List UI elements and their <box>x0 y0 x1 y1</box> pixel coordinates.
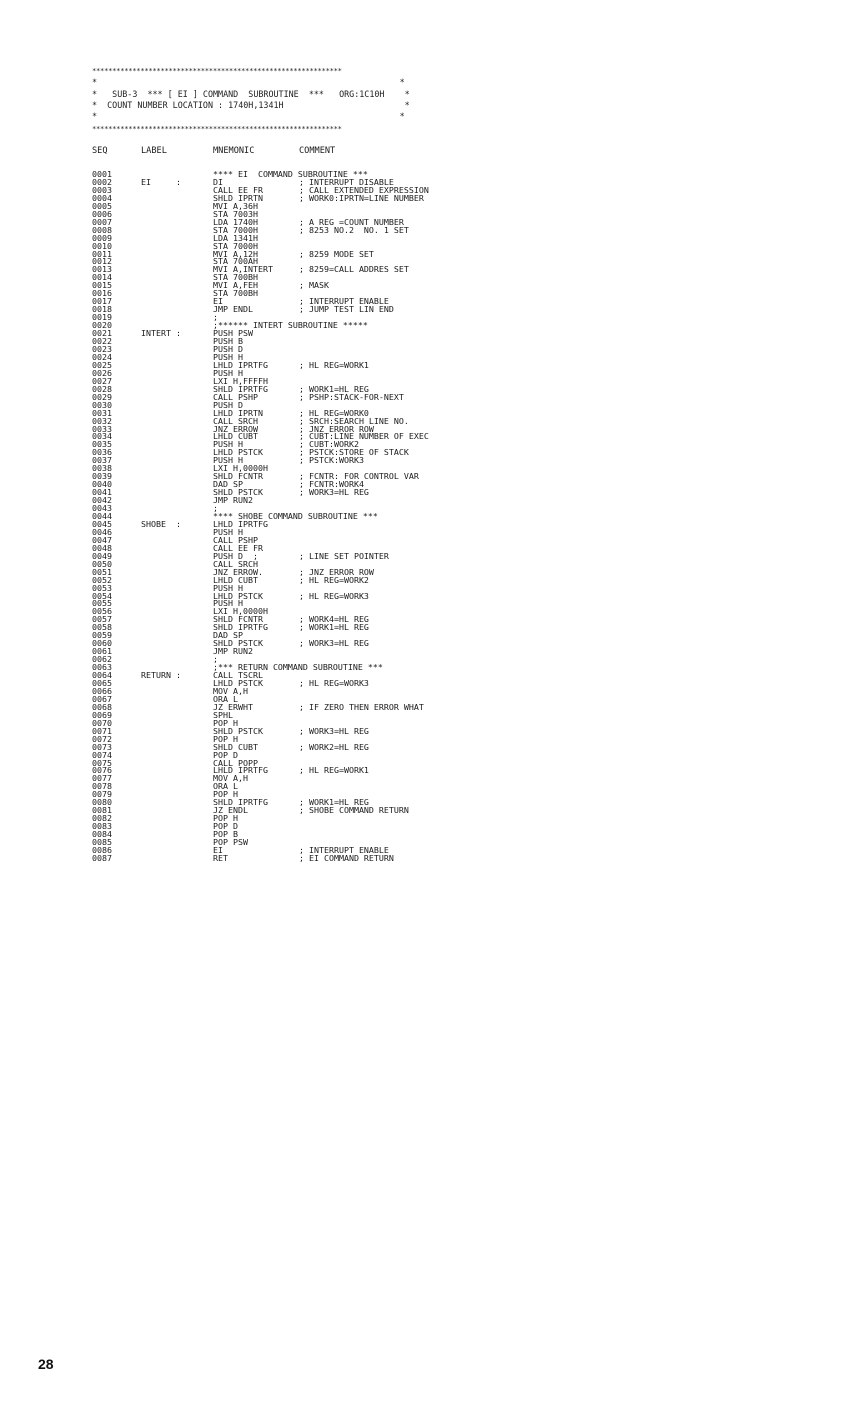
row-seq: 0064 <box>92 670 112 681</box>
row-comment: ; HL REG=WORK0 <box>299 407 369 418</box>
row-mnemonic: SHLD CUBT <box>213 741 258 752</box>
row-mnemonic: CALL PSHP <box>213 391 258 402</box>
row-mnemonic: MVI A,36H <box>213 200 258 211</box>
row-seq: 0043 <box>92 503 112 514</box>
row-seq: 0053 <box>92 582 112 593</box>
row-seq: 0012 <box>92 256 112 267</box>
column-seq: SEQ <box>92 146 108 156</box>
code-row <box>92 534 512 545</box>
code-row <box>92 741 512 752</box>
row-mnemonic: CALL POPP <box>213 757 258 768</box>
row-mnemonic: PUSH D <box>213 343 243 354</box>
row-mnemonic: STA 700BH <box>213 288 258 299</box>
row-mnemonic: MVI A,FEH <box>213 280 258 291</box>
row-comment: ; CUBT:LINE NUMBER OF EXEC <box>299 431 429 442</box>
row-comment: ; INTERRUPT ENABLE <box>299 845 389 856</box>
row-comment: ; WORK2=HL REG <box>299 741 369 752</box>
row-comment: ; WORK3=HL REG <box>299 725 369 736</box>
row-seq: 0013 <box>92 264 112 275</box>
row-seq: 0027 <box>92 375 112 386</box>
row-mnemonic: LHLD CUBT <box>213 431 258 442</box>
row-seq: 0011 <box>92 248 112 259</box>
row-seq: 0034 <box>92 431 112 442</box>
row-seq: 0058 <box>92 622 112 633</box>
row-mnemonic: LHLD CUBT <box>213 574 258 585</box>
code-row <box>92 550 512 561</box>
row-mnemonic: LXI H,FFFFH <box>213 375 268 386</box>
row-seq: 0004 <box>92 192 112 203</box>
code-row <box>92 367 512 378</box>
code-row <box>92 709 512 720</box>
code-row <box>92 680 512 688</box>
row-comment: ; WORK1=HL REG <box>299 622 369 633</box>
row-seq: 0073 <box>92 741 112 752</box>
row-seq: 0026 <box>92 367 112 378</box>
row-mnemonic: ;****** INTERT SUBROUTINE ***** <box>213 320 368 331</box>
row-mnemonic: LXI H,0000H <box>213 606 268 617</box>
code-row <box>92 823 512 831</box>
row-seq: 0066 <box>92 685 112 696</box>
row-mnemonic: POP H <box>213 789 238 800</box>
code-row <box>92 248 512 259</box>
row-comment: ; CALL EXTENDED EXPRESSION <box>299 184 429 195</box>
row-seq: 0071 <box>92 725 112 736</box>
column-label: LABEL <box>141 146 167 156</box>
code-row <box>92 600 512 608</box>
row-mnemonic: POP B <box>213 829 238 840</box>
code-row <box>92 497 512 505</box>
row-comment: ; HL REG=WORK1 <box>299 765 369 776</box>
code-row <box>92 489 512 497</box>
row-mnemonic: JMP RUN2 <box>213 646 253 657</box>
row-comment: ; EI COMMAND RETURN <box>299 852 394 863</box>
row-mnemonic: MVI A,12H <box>213 248 258 259</box>
row-mnemonic: PUSH H <box>213 526 243 537</box>
code-row <box>92 783 512 791</box>
row-comment: ; WORK1=HL REG <box>299 383 369 394</box>
row-mnemonic: STA 7000H <box>213 224 258 235</box>
row-mnemonic: LDA 1341H <box>213 232 258 243</box>
row-seq: 0025 <box>92 359 112 370</box>
row-mnemonic: CALL SRCH <box>213 415 258 426</box>
row-mnemonic: CALL PSHP <box>213 534 258 545</box>
row-seq: 0035 <box>92 439 112 450</box>
row-seq: 0016 <box>92 288 112 299</box>
code-row <box>92 685 512 696</box>
row-mnemonic: PUSH H <box>213 582 243 593</box>
row-label: INTERT : <box>141 328 181 339</box>
code-row <box>92 590 512 601</box>
row-seq: 0049 <box>92 550 112 561</box>
row-comment: ; HL REG=WORK3 <box>299 678 369 688</box>
row-seq: 0055 <box>92 598 112 609</box>
row-mnemonic: ; <box>213 312 218 323</box>
row-seq: 0010 <box>92 240 112 251</box>
row-seq: 0008 <box>92 224 112 235</box>
row-mnemonic: CALL TSCRL <box>213 670 263 681</box>
row-mnemonic: PUSH H <box>213 598 243 609</box>
row-mnemonic: LHLD PSTCK <box>213 590 263 601</box>
column-headers <box>92 146 512 158</box>
row-seq: 0047 <box>92 534 112 545</box>
row-comment: ; HL REG=WORK1 <box>299 359 369 370</box>
row-comment: ; 8259 MODE SET <box>299 248 374 259</box>
row-seq: 0017 <box>92 296 112 307</box>
row-mnemonic: SHLD PSTCK <box>213 487 263 498</box>
row-comment: ; WORK3=HL REG <box>299 487 369 498</box>
row-seq: 0015 <box>92 280 112 291</box>
row-mnemonic: JMP ENDL <box>213 304 253 315</box>
code-row <box>92 815 512 823</box>
header-title-line: * SUB-3 *** [ EI ] COMMAND SUBROUTINE *** ORG:1C10H * <box>92 89 410 99</box>
row-seq: 0061 <box>92 646 112 657</box>
row-seq: 0020 <box>92 320 112 331</box>
row-mnemonic: ; <box>213 503 218 514</box>
row-mnemonic: SHLD IPRTFG <box>213 797 268 808</box>
row-seq: 0031 <box>92 407 112 418</box>
row-mnemonic: MVI A,INTERT <box>213 264 273 275</box>
row-comment: ; A REG =COUNT NUMBER <box>299 216 404 227</box>
row-seq: 0032 <box>92 415 112 426</box>
code-row <box>92 624 512 632</box>
row-seq: 0084 <box>92 829 112 840</box>
row-mnemonic: DAD SP <box>213 479 243 490</box>
row-seq: 0063 <box>92 662 112 673</box>
row-seq: 0080 <box>92 797 112 808</box>
row-mnemonic: MOV A,H <box>213 685 248 696</box>
row-mnemonic: CALL EE FR <box>213 542 263 553</box>
row-comment: ; FCNTR: FOR CONTROL VAR <box>299 471 419 482</box>
row-seq: 0052 <box>92 574 112 585</box>
row-mnemonic: ;*** RETURN COMMAND SUBROUTINE *** <box>213 662 383 673</box>
row-seq: 0078 <box>92 781 112 792</box>
row-seq: 0082 <box>92 813 112 824</box>
row-seq: 0019 <box>92 312 112 323</box>
row-mnemonic: JZ ENDL <box>213 805 248 816</box>
row-mnemonic: MOV A,H <box>213 773 248 784</box>
row-mnemonic: LDA 1740H <box>213 216 258 227</box>
column-comment: COMMENT <box>299 146 336 156</box>
row-seq: 0046 <box>92 526 112 537</box>
row-comment: ; JNZ ERROR ROW <box>299 566 374 577</box>
header-border-top: ************************************************************** <box>92 66 342 75</box>
header-count-line: * COUNT NUMBER LOCATION : 1740H,1341H * <box>92 100 410 110</box>
row-label: EI : <box>141 176 181 187</box>
row-seq: 0057 <box>92 614 112 625</box>
code-row <box>92 343 512 354</box>
row-seq: 0045 <box>92 518 112 529</box>
row-seq: 0070 <box>92 717 112 728</box>
row-mnemonic: SHLD PSTCK <box>213 725 263 736</box>
row-mnemonic: SPHL <box>213 709 233 720</box>
row-mnemonic: POP D <box>213 821 238 832</box>
row-mnemonic: SHLD IPRTFG <box>213 383 268 394</box>
row-seq: 0075 <box>92 757 112 768</box>
row-seq: 0083 <box>92 821 112 832</box>
code-row <box>92 266 512 274</box>
row-mnemonic: PUSH PSW <box>213 328 253 339</box>
row-mnemonic: EI <box>213 845 223 856</box>
row-seq: 0041 <box>92 487 112 498</box>
row-mnemonic: RET <box>213 852 228 863</box>
code-row <box>92 338 512 346</box>
row-mnemonic: STA 700AH <box>213 256 258 267</box>
code-row <box>92 640 512 648</box>
row-seq: 0005 <box>92 200 112 211</box>
row-seq: 0086 <box>92 845 112 856</box>
code-listing <box>92 171 512 863</box>
row-seq: 0028 <box>92 383 112 394</box>
row-seq: 0048 <box>92 542 112 553</box>
code-row <box>92 224 512 235</box>
row-comment: ; WORK3=HL REG <box>299 638 369 649</box>
row-seq: 0042 <box>92 495 112 506</box>
row-mnemonic: LHLD IPRTFG <box>213 765 268 776</box>
row-mnemonic: LHLD PSTCK <box>213 678 263 688</box>
page-number: 28 <box>38 1356 54 1372</box>
code-row <box>92 330 512 338</box>
row-seq: 0056 <box>92 606 112 617</box>
row-comment: ; JNZ ERROR ROW <box>299 423 374 434</box>
row-seq: 0062 <box>92 654 112 665</box>
row-mnemonic: STA 7000H <box>213 240 258 251</box>
row-seq: 0068 <box>92 701 112 712</box>
row-seq: 0050 <box>92 558 112 569</box>
row-mnemonic: JZ ERWHT <box>213 701 253 712</box>
code-row <box>92 526 512 537</box>
row-mnemonic: ORA L <box>213 781 238 792</box>
row-comment: ; INTERRUPT ENABLE <box>299 296 389 307</box>
row-seq: 0021 <box>92 328 112 339</box>
row-mnemonic: ; <box>213 654 218 665</box>
row-seq: 0065 <box>92 678 112 688</box>
row-seq: 0038 <box>92 463 112 474</box>
row-mnemonic: STA 7003H <box>213 208 258 219</box>
row-comment: ; IF ZERO THEN ERROR WHAT <box>299 701 424 712</box>
row-mnemonic: POP PSW <box>213 837 248 848</box>
row-seq: 0009 <box>92 232 112 243</box>
row-mnemonic: DI <box>213 176 223 187</box>
row-mnemonic: **** EI COMMAND SUBROUTINE *** <box>213 169 368 179</box>
row-mnemonic: SHLD FCNTR <box>213 614 263 625</box>
row-seq: 0067 <box>92 693 112 704</box>
row-comment: ; PSHP:STACK-FOR-NEXT <box>299 391 404 402</box>
row-comment: ; 8259=CALL ADDRES SET <box>299 264 409 275</box>
row-seq: 0085 <box>92 837 112 848</box>
row-mnemonic: LHLD IPRTFG <box>213 518 268 529</box>
code-row <box>92 282 512 290</box>
row-seq: 0003 <box>92 184 112 195</box>
code-row <box>92 852 512 863</box>
row-comment: ; SRCH:SEARCH LINE NO. <box>299 415 409 426</box>
code-row <box>92 306 512 314</box>
row-seq: 0007 <box>92 216 112 227</box>
row-seq: 0024 <box>92 351 112 362</box>
code-row <box>92 391 512 402</box>
code-row <box>92 767 512 775</box>
row-mnemonic: LHLD IPRTN <box>213 407 263 418</box>
row-seq: 0018 <box>92 304 112 315</box>
row-mnemonic: LXI H,0000H <box>213 463 268 474</box>
row-seq: 0074 <box>92 749 112 760</box>
row-seq: 0037 <box>92 455 112 466</box>
row-comment: ; CUBT:WORK2 <box>299 439 359 450</box>
row-label: RETURN : <box>141 670 181 681</box>
row-mnemonic: **** SHOBE COMMAND SUBROUTINE *** <box>213 510 378 521</box>
row-seq: 0014 <box>92 272 112 283</box>
code-row <box>92 749 512 760</box>
row-mnemonic: EI <box>213 296 223 307</box>
row-seq: 0033 <box>92 423 112 434</box>
row-comment: ; FCNTR:WORK4 <box>299 479 364 490</box>
code-row <box>92 725 512 736</box>
row-comment: ; SHOBE COMMAND RETURN <box>299 805 409 816</box>
row-seq: 0087 <box>92 852 112 863</box>
row-seq: 0030 <box>92 399 112 410</box>
row-seq: 0079 <box>92 789 112 800</box>
row-seq: 0072 <box>92 733 112 744</box>
row-seq: 0001 <box>92 169 112 179</box>
row-comment: ; LINE SET POINTER <box>299 550 389 561</box>
row-mnemonic: SHLD PSTCK <box>213 638 263 649</box>
row-mnemonic: JMP RUN2 <box>213 495 253 506</box>
code-row <box>92 359 512 370</box>
row-seq: 0044 <box>92 510 112 521</box>
row-mnemonic: STA 700BH <box>213 272 258 283</box>
row-seq: 0023 <box>92 343 112 354</box>
row-seq: 0059 <box>92 630 112 641</box>
row-mnemonic: PUSH H <box>213 455 243 466</box>
row-comment: ; WORK4=HL REG <box>299 614 369 625</box>
code-row <box>92 232 512 243</box>
code-row <box>92 807 512 815</box>
code-row <box>92 457 512 465</box>
row-mnemonic: POP H <box>213 813 238 824</box>
row-mnemonic: POP H <box>213 717 238 728</box>
row-comment: ; JUMP TEST LIN END <box>299 304 394 315</box>
row-comment: ; HL REG=WORK3 <box>299 590 369 601</box>
row-mnemonic: LHLD IPRTFG <box>213 359 268 370</box>
row-comment: ; INTERRUPT DISABLE <box>299 176 394 187</box>
row-seq: 0069 <box>92 709 112 720</box>
code-row <box>92 701 512 712</box>
row-mnemonic: PUSH H <box>213 351 243 362</box>
row-seq: 0022 <box>92 336 112 347</box>
code-row <box>92 831 512 839</box>
row-mnemonic: PUSH D ; <box>213 550 258 561</box>
code-row <box>92 775 512 783</box>
row-mnemonic: ORA L <box>213 693 238 704</box>
row-mnemonic: PUSH H <box>213 367 243 378</box>
row-seq: 0039 <box>92 471 112 482</box>
row-mnemonic: SHLD IPRTFG <box>213 622 268 633</box>
code-row <box>92 518 512 529</box>
row-seq: 0054 <box>92 590 112 601</box>
row-mnemonic: PUSH B <box>213 336 243 347</box>
row-mnemonic: JNZ ERROW <box>213 423 258 434</box>
row-seq: 0077 <box>92 773 112 784</box>
row-label: SHOBE : <box>141 518 181 529</box>
row-comment: ; WORK1=HL REG <box>299 797 369 808</box>
column-mnemonic: MNEMONIC <box>213 146 255 156</box>
row-mnemonic: POP H <box>213 733 238 744</box>
header-blank-line: * * <box>92 77 405 87</box>
row-comment: ; MASK <box>299 280 329 291</box>
row-mnemonic: JNZ ERROW. <box>213 566 263 577</box>
row-seq: 0006 <box>92 208 112 219</box>
row-comment: ; PSTCK:STORE OF STACK <box>299 447 409 458</box>
header-border-bottom: ************************************************************** <box>92 124 342 133</box>
code-row <box>92 648 512 656</box>
row-mnemonic: PUSH H <box>213 439 243 450</box>
row-seq: 0076 <box>92 765 112 776</box>
row-comment: ; HL REG=WORK2 <box>299 574 369 585</box>
row-comment: ; 8253 NO.2 NO. 1 SET <box>299 224 409 235</box>
row-mnemonic: CALL SRCH <box>213 558 258 569</box>
code-row <box>92 192 512 203</box>
row-mnemonic: CALL EE FR <box>213 184 263 195</box>
row-seq: 0081 <box>92 805 112 816</box>
row-seq: 0060 <box>92 638 112 649</box>
code-row <box>92 200 512 211</box>
code-row <box>92 574 512 585</box>
row-mnemonic: POP D <box>213 749 238 760</box>
row-seq: 0002 <box>92 176 112 187</box>
row-mnemonic: SHLD IPRTN <box>213 192 263 203</box>
row-comment: ; PSTCK:WORK3 <box>299 455 364 466</box>
row-mnemonic: LHLD PSTCK <box>213 447 263 458</box>
row-seq: 0029 <box>92 391 112 402</box>
row-seq: 0051 <box>92 566 112 577</box>
row-mnemonic: SHLD FCNTR <box>213 471 263 482</box>
row-comment: ; WORK0:IPRTN=LINE NUMBER <box>299 192 424 203</box>
header-blank-line-2: * * <box>92 111 405 121</box>
row-seq: 0036 <box>92 447 112 458</box>
row-mnemonic: DAD SP <box>213 630 243 641</box>
row-seq: 0040 <box>92 479 112 490</box>
row-mnemonic: PUSH D <box>213 399 243 410</box>
